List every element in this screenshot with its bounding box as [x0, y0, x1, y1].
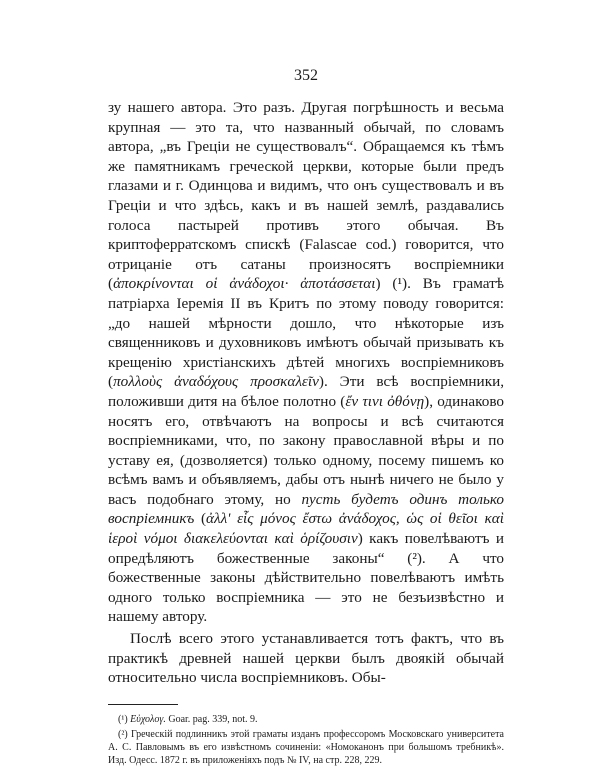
- footnote-rule: [108, 704, 178, 705]
- greek-quote: ἀποκρίνονται οἱ ἀνάδοχοι· ἀποτάσσεται: [113, 275, 376, 293]
- greek-quote: ἀλλ' εἷς μόνος ἔστω ἀνάδοχος, ὡς οἱ θεῖοι καὶ ἱεροὶ νόμοι διακελεύονται καὶ ὁρίζουσιν: [108, 510, 504, 548]
- body-paragraph-2: Послѣ всего этого устанавливается тотъ фактъ, что въ практикѣ древней нашей церкви былъ двоякій обычай относительно числа воспріемниковъ. Обы-: [108, 630, 504, 687]
- book-page: [108, 66, 504, 770]
- greek-quote: ἔν τινι ὀθόνῃ: [345, 392, 425, 410]
- page-number: 352: [294, 67, 318, 84]
- paragraph-text: ). Эти всѣ воспріемники, положивши дитя на бѣлое полотно (: [108, 373, 504, 410]
- paragraph-text: ) какъ повелѣваютъ и опредѣляютъ божественные законы“ (²). А что божественные законы дѣйствительно повелѣваютъ имѣть одного только воспріемника — это не безъизвѣстно и нашему автору.: [108, 530, 504, 626]
- emphasized-text: пусть будетъ одинъ только воспріемникъ: [108, 490, 504, 528]
- footnote-mark: (¹): [118, 713, 128, 725]
- body-paragraph-1: [108, 98, 504, 627]
- footnote-text: Греческій подлинникъ этой граматы изданъ профессоромъ Московскаго университета А. С. Павловымъ въ его извѣстномъ сочиненіи: «Номоканонъ при большомъ требникѣ». Изд. Одесс. 1872 г. въ приложеніяхъ подъ № IV, на стр. 228, 229.: [108, 729, 504, 767]
- footnote-title: Εὐχολογ.: [130, 713, 166, 725]
- footnote-mark: (²): [118, 729, 128, 741]
- paragraph-text: зу нашего автора. Это разъ. Другая погрѣшность и весьма крупная — это та, что названный обычай, по словамъ автора, „въ Греціи не существовалъ“. Обращаемся къ тѣмъ же памятникамъ греческой церкви, которые были предъ глазами и г. Одинцова и видимъ, что онъ существовалъ и въ Греціи и что здѣсь, какъ и въ нашей землѣ, раздавались голоса пастырей противъ этого обычая. Въ криптоферратскомъ спискѣ (Falascae cod.) говорится, что отрицаніе отъ сатаны произносятъ воспріемники (: [108, 99, 504, 293]
- footnote-1: [108, 713, 504, 726]
- paragraph-text: ) (¹). Въ граматѣ патріарха Іеремія II въ Критъ по этому поводу говорится: „до нашей мѣрности дошло, что нѣкоторые изъ священниковъ и духовниковъ имѣютъ обычай призывать къ крещенію христіанскихъ дѣтей многихъ воспріемниковъ (: [108, 275, 505, 391]
- greek-quote: πολλοὺς ἀναδόχους προσκαλεῖν: [113, 373, 319, 391]
- footnote-text: Goar. pag. 339, not. 9.: [165, 713, 258, 725]
- footnotes: [108, 713, 504, 768]
- paragraph-text: ), одинаково носятъ его, отвѣчаютъ на вопросы и всѣ считаются воспріемниками, что, по закону православной вѣры и по уставу ея, (дозволяется) только одному, посему пишемъ ко всѣмъ вамъ и объявляемъ, дабы отъ нынѣ ничего не было у васъ подобнаго этому, но: [108, 392, 504, 508]
- paragraph-text: (: [194, 510, 207, 528]
- footnote-2: [108, 728, 504, 768]
